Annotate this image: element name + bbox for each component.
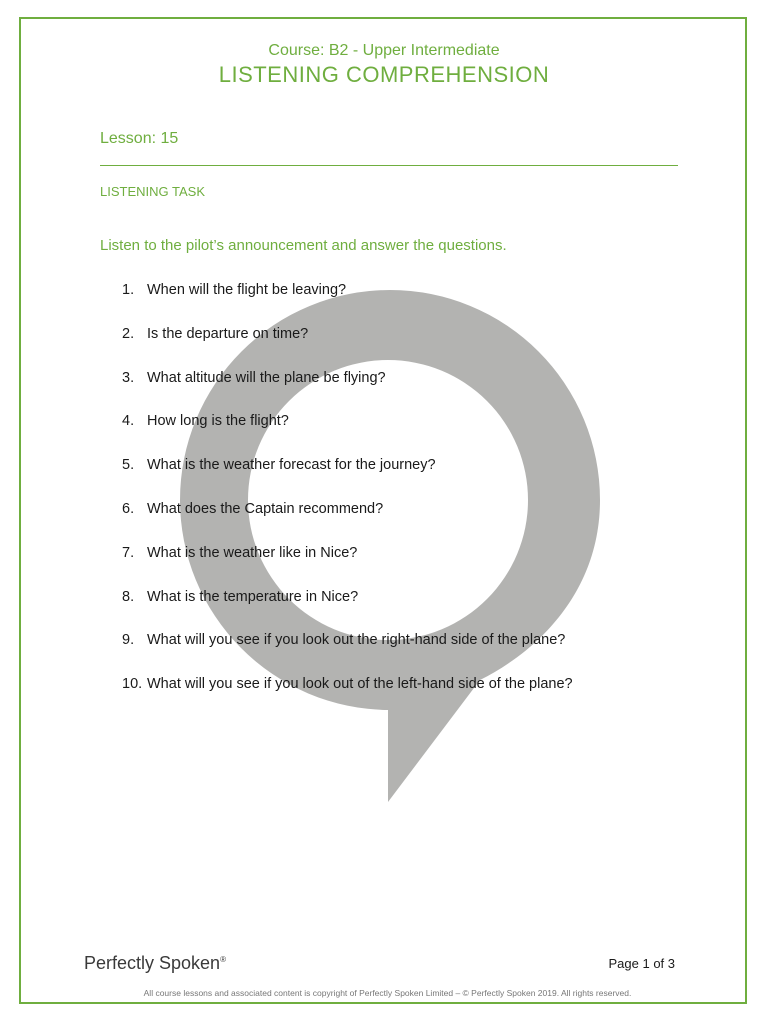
question-item xyxy=(122,589,573,633)
course-subtitle: Course: B2 - Upper Intermediate xyxy=(268,42,500,59)
lesson-number: Lesson: 15 xyxy=(100,130,179,147)
question-item xyxy=(122,545,573,589)
question-number: 3. xyxy=(122,369,135,386)
task-heading: LISTENING TASK xyxy=(100,184,205,199)
question-text: How long is the flight? xyxy=(147,413,289,430)
question-number: 2. xyxy=(122,325,135,342)
question-text: What altitude will the plane be flying? xyxy=(147,369,386,386)
question-text: What is the weather like in Nice? xyxy=(147,544,358,561)
question-item xyxy=(122,632,573,676)
question-list xyxy=(122,282,573,720)
question-number: 10. xyxy=(122,676,143,693)
section-divider xyxy=(100,165,678,166)
question-item xyxy=(122,501,573,545)
question-text: What will you see if you look out the right-hand side of the plane? xyxy=(147,632,566,649)
question-text: What is the temperature in Nice? xyxy=(147,588,359,605)
question-item xyxy=(122,282,573,326)
question-text: What does the Captain recommend? xyxy=(147,500,384,517)
question-item xyxy=(122,370,573,414)
question-item xyxy=(122,326,573,370)
question-number: 9. xyxy=(122,632,135,649)
question-text: What will you see if you look out of the left-hand side of the plane? xyxy=(147,676,573,693)
task-instruction: Listen to the pilot’s announcement and answer the questions. xyxy=(100,237,507,254)
question-text: Is the departure on time? xyxy=(147,325,309,342)
question-number: 6. xyxy=(122,500,135,517)
question-number: 8. xyxy=(122,588,135,605)
question-number: 4. xyxy=(122,413,135,430)
question-item xyxy=(122,457,573,501)
copyright-notice: All course lessons and associated content is copyright of Perfectly Spoken Limited – © Perfectly Spoken 2019. All rights reserved. xyxy=(143,988,632,998)
brand-logo xyxy=(84,953,226,974)
question-text: What is the weather forecast for the journey? xyxy=(147,457,436,474)
question-item xyxy=(122,413,573,457)
brand-name: Perfectly Spoken xyxy=(84,953,221,973)
question-text: When will the flight be leaving? xyxy=(147,282,347,298)
question-number: 5. xyxy=(122,457,135,474)
question-item xyxy=(122,676,573,720)
page-number: Page 1 of 3 xyxy=(608,956,675,971)
page-title: LISTENING COMPREHENSION xyxy=(218,62,550,87)
question-number: 7. xyxy=(122,544,135,561)
registered-mark: ® xyxy=(220,955,226,964)
question-number: 1. xyxy=(122,282,135,298)
